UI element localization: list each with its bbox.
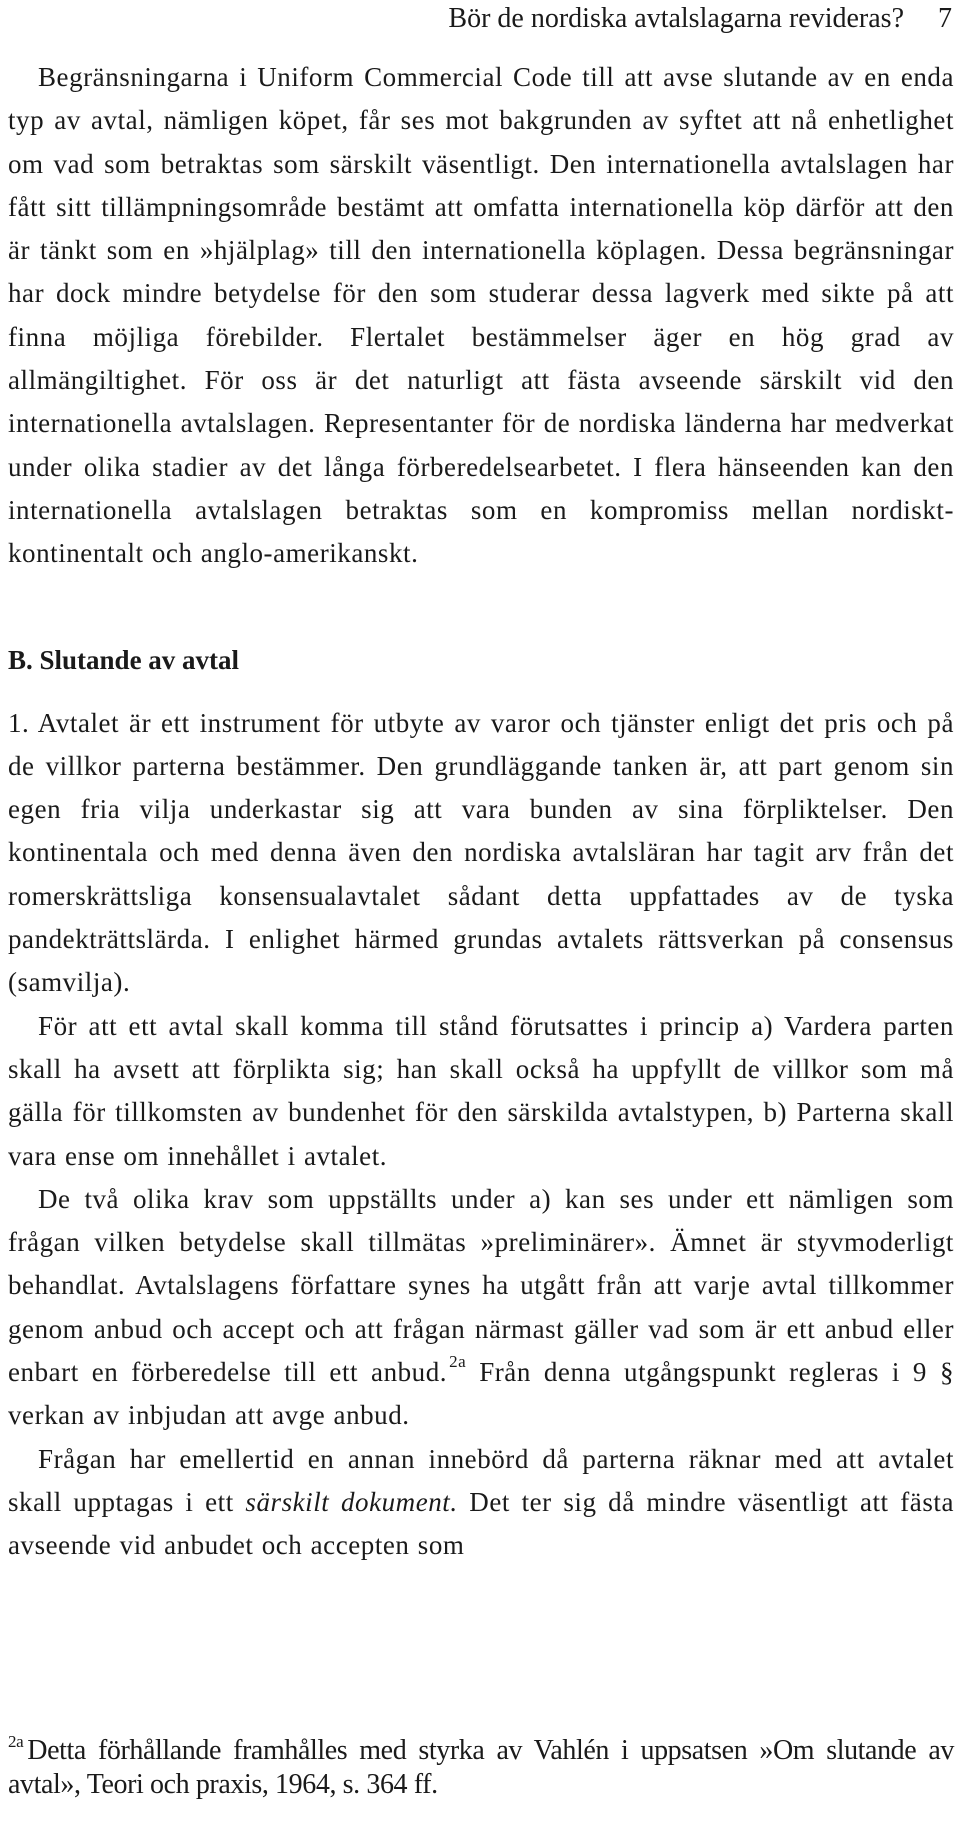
running-header: [0, 2, 952, 36]
paragraph-5-text-continued: Det ter sig då mindre väsentligt att fästa avseende vid anbudet och accepten som: [8, 1486, 954, 1561]
paragraph-5-text: Frågan har emellertid en annan innebörd då parterna räknar med att avtalet skall upptagas i ett: [8, 1443, 954, 1517]
paragraph-2: 1. Avtalet är ett instrument för utbyte av varor och tjänster enligt det pris och på de villkor parterna bestämmer. Den grundläggande tanken är, att part genom sin egen fria vilja underkastar sig att vara bunden av sina förpliktelser. Den kontinentala och med denna även den nordiska avtalsläran har tagit arv från det romerskrättsliga konsensualavtalet sådant detta uppfattades av de tyska pandekträttslärda. I enlighet härmed grundas avtalets rättsverkan på consensus (samvilja).: [8, 707, 954, 998]
running-header-title: Bör de nordiska avtalslagarna revideras?: [448, 3, 904, 34]
paragraph-1: Begränsningarna i Uniform Commercial Code till att avse slutande av en enda typ av avtal, nämligen köpet, får ses mot bakgrunden av syftet att nå enhetlighet om vad som betraktas som särskilt väsentligt. Den internationella avtalslagen har fått sitt tillämpningsområde bestämt att omfatta internationella köp därför att den är tänkt som en »hjälplag» till den internationella köplagen. Dessa begränsningar har dock mindre betydelse för den som studerar dessa lagverk med sikte på att finna möjliga förebilder. Flertalet bestämmelser äger en hög grad av allmängiltighet. För oss är det naturligt att fästa avseende särskilt vid den internationella avtalslagen. Representanter för de nordiska länderna har medverkat under olika stadier av det långa förberedelsearbetet. I flera hänseenden kan den internationella avtalslagen betraktas som en kompromiss mellan nordiskt-kontinentalt och anglo-amerikanskt.: [8, 62, 954, 569]
paragraph-4-text-continued: Från denna utgångspunkt regleras i 9 § verkan av inbjudan att avge anbud.: [8, 1357, 954, 1431]
section-heading: B. Slutande av avtal: [8, 644, 240, 675]
footnote-marker: 2a: [8, 1732, 24, 1751]
footnote-reference[interactable]: 2a: [449, 1352, 467, 1372]
body-text: [8, 56, 954, 1568]
footnote-text: Detta förhållande framhålles med styrka av Vahlén i uppsatsen »Om slutande av avtal», Teori och praxis, 1964, s. 364 ff.: [8, 1735, 954, 1800]
paragraph-5: [8, 1438, 954, 1568]
paragraph-4: [8, 1178, 954, 1438]
page-number: 7: [938, 3, 952, 34]
paragraph-4-text: De två olika krav som uppställts under a) kan ses under ett nämligen som frågan vilken betydelse skall tillmätas »preliminärer». Ämnet är styvmoderligt behandlat. Avtalslagens författare synes ha utgått från att varje avtal tillkommer genom anbud och accept och att frågan närmast gäller vad som är ett anbud eller enbart en förberedelse till ett anbud.: [8, 1183, 954, 1388]
paragraph-3: För att ett avtal skall komma till stånd förutsattes i princip a) Vardera parten skall ha avsett att förplikta sig; han skall också ha uppfyllt de villkor som må gälla för tillkomsten av bundenhet för den särskilda avtalstypen, b) Parterna skall vara ense om innehållet i avtalet.: [8, 1010, 954, 1171]
emphasis-text: särskilt dokument.: [245, 1486, 458, 1517]
footnote: [8, 1734, 954, 1802]
